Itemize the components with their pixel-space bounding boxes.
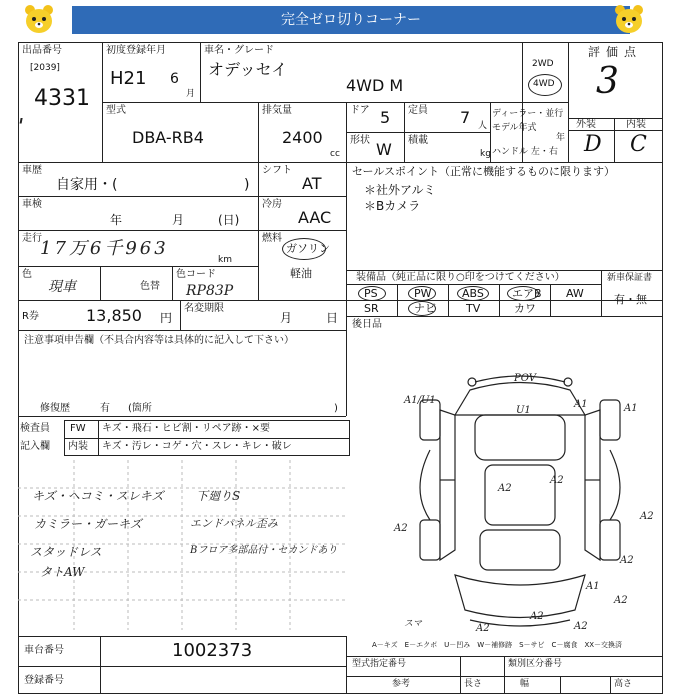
equip-pw: PW [414, 287, 432, 300]
shift-label: シフト [262, 165, 292, 176]
model-label: 型式 [106, 105, 126, 116]
shape-label: 形状 [350, 135, 370, 146]
mark-a2-bottom: A2 [530, 611, 544, 622]
mark-a2-rear3: A2 [574, 621, 588, 632]
registration-label: 登録番号 [24, 675, 64, 686]
equipment-label: 装備品（純正品に限り○印をつけてください） [356, 272, 565, 283]
doors-value: 5 [380, 108, 391, 127]
mileage-unit: km [218, 255, 232, 265]
mark-pov: POV [514, 373, 536, 384]
equip-navi-circle [408, 301, 436, 316]
diagram-legend: A－キズ E－エクボ U－凹み W－補修跡 S－サビ C－腐食 XX－交換済 [372, 641, 623, 649]
displacement-unit: cc [330, 149, 340, 159]
exterior-label: 外装 [576, 119, 596, 130]
capacity-value: 7 [460, 108, 471, 127]
equip-abs-circle [457, 286, 489, 301]
dealer-label: ディーラー・並行 [492, 109, 564, 119]
color-label: 色 [22, 269, 32, 280]
hand-note-right-2: エンドパネル歪み [190, 517, 278, 530]
repair-value: 有 [100, 403, 110, 414]
mark-a1-front: A1 [574, 399, 588, 410]
equip-pw-circle [408, 286, 436, 301]
inspector-label: 検査員 [20, 423, 50, 434]
lot-label: 出品番号 [22, 45, 62, 56]
load-label: 積載 [408, 135, 428, 146]
interior-grade: C [630, 132, 647, 157]
inspector-fw-options: キズ・飛石・ヒビ割・リペア跡・×要 [102, 423, 270, 434]
capacity-unit: 人 [478, 121, 488, 131]
load-unit: kg [480, 149, 491, 159]
capacity-label: 定員 [408, 105, 428, 116]
inspector-fw: FW [70, 423, 86, 434]
hand-note-left-1: キズ・ヘコミ・スレキズ [32, 489, 164, 503]
cert-ref: 参考 [392, 679, 411, 689]
recycle-unit: 円 [160, 311, 173, 325]
cert-label-2: 類別区分番号 [508, 659, 563, 669]
repair-close: ) [334, 403, 338, 414]
use-type-close: ) [244, 177, 250, 193]
doors-label: ドア [350, 105, 370, 116]
cert-length: 長さ [464, 679, 483, 689]
inspection-day: (日) [218, 213, 240, 227]
chassis-label: 車台番号 [24, 645, 64, 656]
color-code: RP83P [186, 283, 234, 299]
mark-a2-right: A2 [640, 511, 654, 522]
mark-a2-rear: A2 [614, 595, 628, 606]
car-grade: 4WD M [346, 76, 404, 95]
color-code-label: 色コード [176, 269, 216, 280]
mileage-value: 17万6千963 [40, 238, 169, 259]
hand-note-left-4: タトAW [40, 565, 85, 579]
lot-sub: [2039] [30, 63, 60, 73]
color-value: 現車 [48, 279, 76, 295]
equip-navi: ナビ [414, 302, 436, 315]
sales-point-1: ＊社外アルミ [364, 183, 436, 197]
mark-a2-left: A2 [394, 523, 408, 534]
hand-note-right-1: 下廻りS [196, 489, 241, 503]
model-year-label: モデル年式 [492, 123, 537, 133]
equip-sr: SR [364, 302, 379, 315]
mark-a2-side: A2 [620, 555, 634, 566]
interior-label: 内装 [626, 119, 646, 130]
inspection-month: 月 [172, 213, 185, 227]
first-reg-month: 6 [170, 71, 179, 87]
aircon-label: 冷房 [262, 199, 282, 210]
equip-ps-circle [358, 286, 386, 301]
cert-width: 幅 [520, 679, 530, 689]
mark-a1-right: A1 [624, 403, 638, 414]
first-reg-month-unit: 月 [186, 89, 196, 99]
mark-suma: スマ [404, 619, 422, 629]
first-reg-label: 初度登録年月 [106, 45, 166, 56]
model-value: DBA-RB4 [132, 128, 204, 147]
repair-bracket: (箇所 [128, 403, 152, 414]
hand-note-right-3: Bフロア多部品付・セカンドあり [190, 545, 338, 556]
color-tone-label: 色替 [140, 281, 160, 292]
grade-label: 評価点 [588, 45, 643, 59]
sales-points-label: セールスポイント（正常に機能するものに限ります） [352, 165, 616, 178]
warranty-label: 新車保証書 [607, 273, 653, 283]
mark-a2-mid2: A2 [550, 475, 564, 486]
mark-a1-u1: A1/U1 [404, 395, 436, 406]
displacement-label: 排気量 [262, 105, 292, 116]
name-change-month: 月 [280, 311, 293, 325]
equip-airbag: エアB [512, 287, 542, 300]
cert-label-1: 型式指定番号 [352, 659, 407, 669]
shift-value: AT [302, 174, 322, 193]
mark-a1-rear: A1 [586, 581, 600, 592]
car-name-label: 車名・グレード [204, 45, 274, 56]
equip-leather: カワ [514, 302, 536, 315]
fuel-diesel: 軽油 [290, 267, 312, 280]
grade-score: 3 [596, 61, 619, 102]
equip-aw: AW [566, 287, 584, 300]
equip-ps: PS [364, 287, 378, 300]
inspector-label-2: 記入欄 [20, 441, 50, 452]
car-name: オデッセイ [208, 60, 288, 79]
handle-label: ハンドル 左・右 [492, 147, 558, 157]
first-reg-era: H21 [110, 68, 147, 89]
inspector-interior-options: キズ・汚レ・コゲ・穴・スレ・キレ・破レ [102, 441, 292, 452]
delivery-label: 後日品 [352, 319, 382, 330]
name-change-label: 名変期限 [184, 303, 224, 314]
fuel-label: 燃料 [262, 233, 282, 244]
chassis-value: 1002373 [172, 640, 253, 661]
mark-u1: U1 [516, 405, 531, 416]
recycle-value: 13,850 [86, 306, 142, 325]
hand-note-left-2: カミラー・ガーキズ [34, 517, 142, 531]
notes-label: 注意事項申告欄（不具合内容等は具体的に記入して下さい） [24, 335, 294, 346]
mileage-label: 走行 [22, 233, 42, 244]
fuel-gasoline: ガソリン [286, 242, 330, 255]
use-type-label: 車歴 [22, 165, 42, 176]
recycle-label: R券 [22, 311, 39, 322]
inspection-label: 車検 [22, 199, 42, 210]
drive-2wd: 2WD [532, 59, 554, 69]
cert-height: 高さ [614, 679, 633, 689]
equip-tv: TV [466, 302, 481, 315]
hand-note-left-3: スタッドレス [30, 545, 102, 559]
page-title: 完全ゼロ切りコーナー [72, 6, 630, 34]
lot-number: 4331 [34, 86, 90, 111]
drive-4wd: 4WD [533, 79, 555, 89]
name-change-day: 日 [326, 311, 339, 325]
equip-airbag-circle [507, 286, 539, 301]
shape-value: W [376, 140, 392, 159]
lot-handwritten-mark: ˈ [18, 116, 25, 141]
bear-mascot-left-icon [22, 4, 56, 34]
mark-a2-rear2: A2 [476, 623, 490, 634]
displacement-value: 2400 [282, 128, 323, 147]
use-type-value: 自家用・( [56, 177, 118, 193]
inspection-year: 年 [110, 213, 123, 227]
model-year-unit: 年 [556, 133, 566, 143]
equip-abs: ABS [462, 287, 484, 300]
aircon-value: AAC [298, 208, 332, 227]
warranty-value: 有・無 [614, 293, 647, 306]
inspector-interior: 内装 [68, 441, 88, 452]
sales-point-2: ＊Bカメラ [364, 199, 421, 213]
exterior-grade: D [584, 132, 602, 157]
repair-label: 修復歴 [40, 403, 70, 414]
bear-mascot-right-icon [612, 4, 646, 34]
mark-a2-mid: A2 [498, 483, 512, 494]
